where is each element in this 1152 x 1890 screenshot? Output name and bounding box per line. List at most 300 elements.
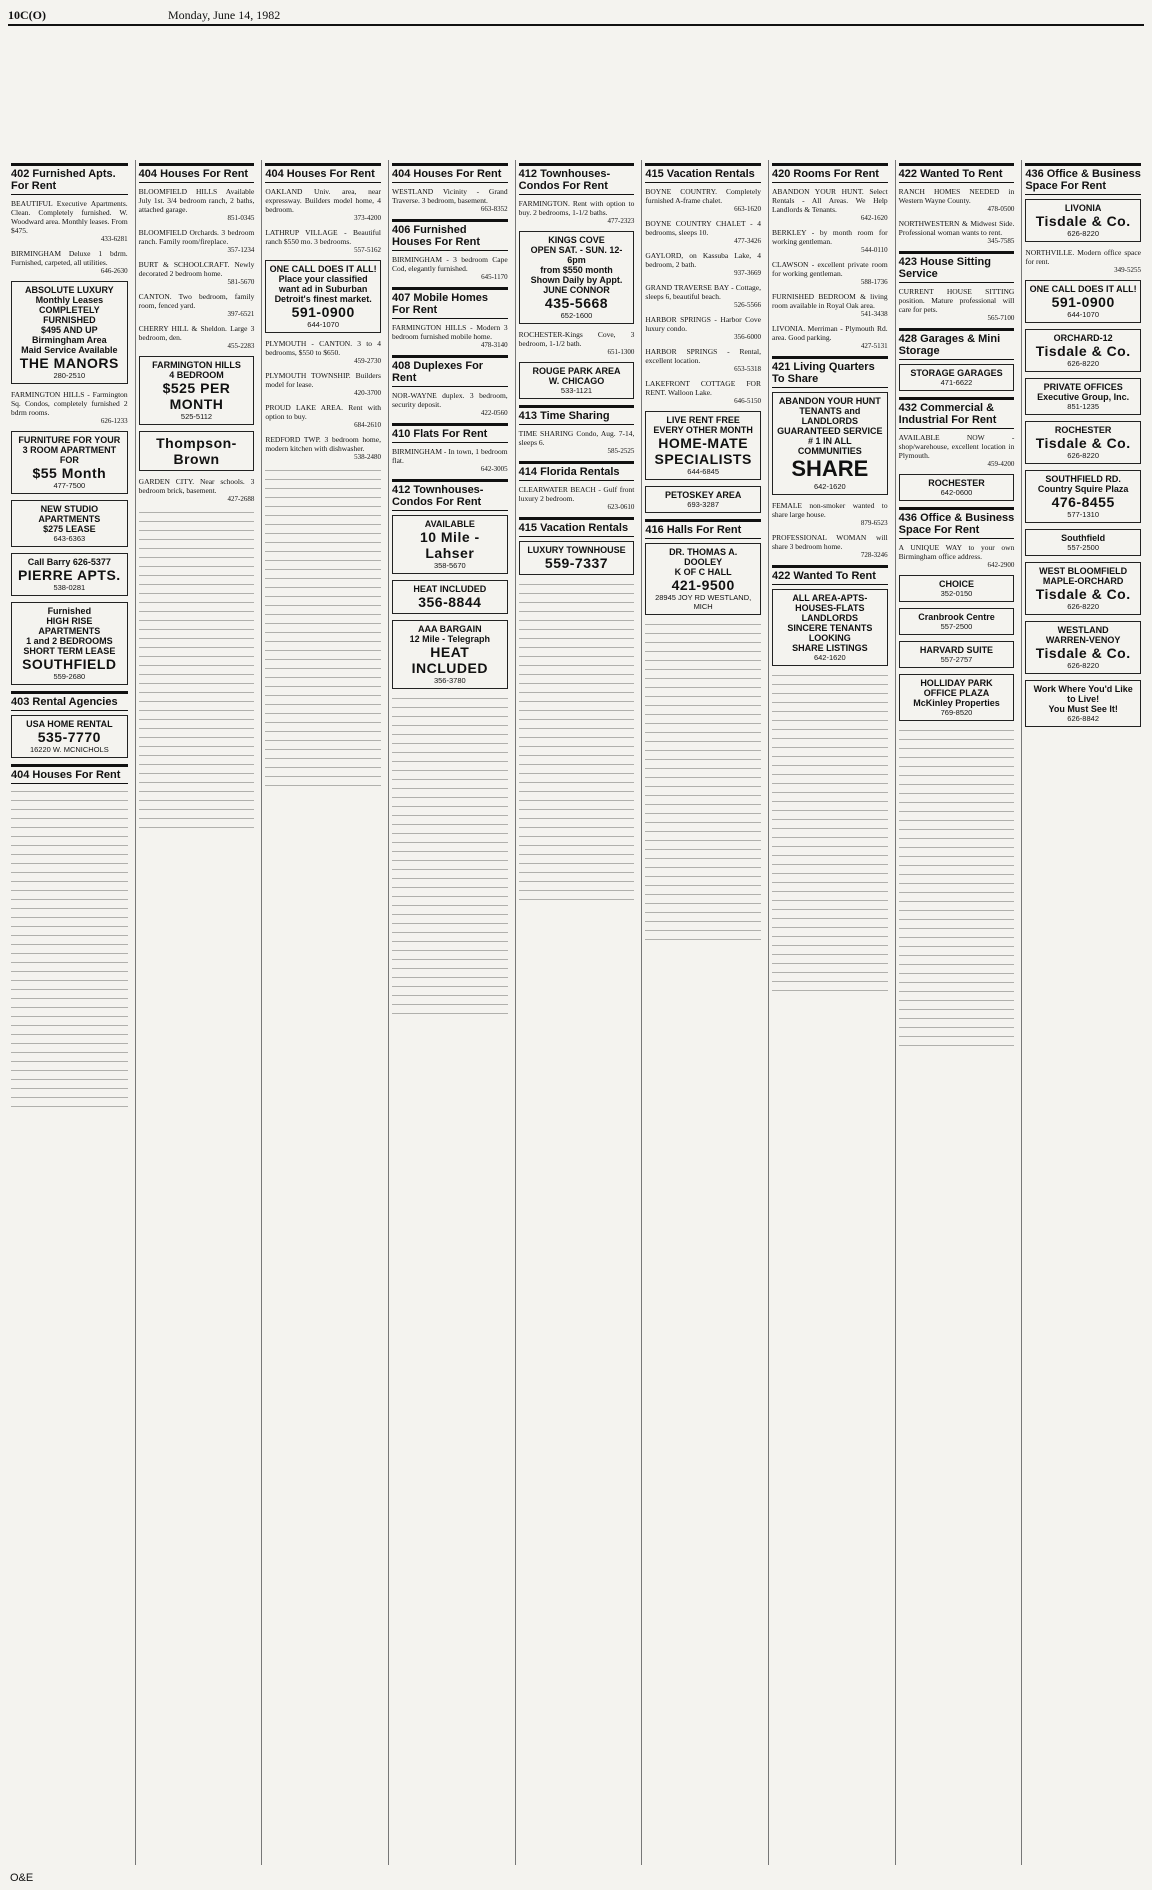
display-ad-phone: 557-2500	[1067, 543, 1099, 552]
display-ad-line: NEW STUDIO APARTMENTS	[38, 504, 101, 524]
footer-mark: O&E	[10, 1872, 34, 1884]
classified-ad	[772, 324, 888, 351]
display-ad-headline: 591-0900	[291, 304, 355, 320]
display-ad-line: Cranbrook Centre	[918, 612, 995, 622]
display-ad-phone: 538-0281	[53, 583, 86, 592]
ad-phone: 937-3669	[734, 269, 761, 277]
display-ad	[1025, 329, 1141, 372]
classified-ad	[899, 219, 1015, 246]
display-ad-line: MAPLE-ORCHARD	[1042, 576, 1124, 586]
dense-classified-text	[772, 672, 888, 992]
display-ad	[772, 589, 888, 666]
ad-phone: 642-2900	[987, 561, 1015, 569]
display-ad-phone: 626-8220	[1067, 451, 1099, 460]
display-ad-phone: 652-1600	[560, 311, 593, 320]
display-ad	[772, 392, 888, 495]
classified-ad	[139, 187, 255, 223]
display-ad-phone: 626-8220	[1067, 229, 1099, 238]
column-3	[261, 160, 384, 1865]
display-ad	[645, 486, 761, 513]
display-ad-line: K OF C HALL	[674, 567, 732, 577]
dense-classified-text	[392, 695, 508, 1015]
ad-text: CLEARWATER BEACH - Gulf front luxury 2 bedroom.	[518, 485, 635, 503]
display-ad-phone: 356-3780	[433, 676, 466, 685]
display-ad	[1025, 529, 1141, 556]
classified-ad	[519, 330, 635, 357]
section-heading: 406 Furnished Houses For Rent	[392, 219, 508, 251]
display-ad-headline: Thompson-Brown	[156, 435, 237, 467]
display-ad	[519, 362, 635, 399]
section-heading: 415 Vacation Rentals	[519, 517, 635, 537]
ad-text: GRAND TRAVERSE BAY - Cottage, sleeps 6, beautiful beach.	[645, 283, 761, 301]
classified-ad	[899, 543, 1015, 570]
ad-text: AVAILABLE NOW - shop/warehouse, excellent location in Plymouth.	[898, 433, 1015, 460]
section-heading: 436 Office & Business Space For Rent	[1025, 163, 1141, 195]
classified-ad	[139, 477, 255, 504]
ad-phone: 538-2480	[354, 453, 381, 461]
display-ad-line: WARREN-VENOY	[1045, 635, 1121, 645]
ad-phone: 585-2525	[607, 447, 635, 455]
display-ad-line: HIGH RISE APARTMENTS	[38, 616, 101, 636]
section-heading: 415 Vacation Rentals	[645, 163, 761, 183]
ad-phone: 651-1300	[607, 348, 635, 356]
ad-phone: 455-2283	[227, 342, 255, 350]
display-ad-line: LIVONIA	[1064, 203, 1102, 213]
display-ad-line: You Must See It!	[1048, 704, 1118, 714]
display-ad-phone: 477-7500	[53, 481, 86, 490]
classified-ad	[11, 199, 128, 244]
ad-phone: 728-3246	[860, 551, 888, 559]
ad-text: PROFESSIONAL WOMAN will share 3 bedroom home.	[771, 533, 888, 551]
display-ad-headline: 559-7337	[544, 555, 609, 571]
ad-phone: 420-3700	[354, 389, 381, 397]
display-ad-phone: 693-3287	[687, 500, 719, 509]
ad-phone: 477-3426	[734, 237, 761, 245]
display-ad-phone: 642-1620	[813, 653, 846, 662]
display-ad-line: W. CHICAGO	[548, 376, 605, 386]
section-heading: 403 Rental Agencies	[11, 691, 128, 711]
display-ad	[519, 231, 635, 324]
classified-ad	[645, 251, 761, 278]
classified-ad	[645, 347, 761, 374]
ad-phone: 646-5150	[734, 397, 761, 405]
display-ad-headline: 535-7770	[37, 729, 101, 745]
ad-phone: 459-2730	[354, 357, 381, 365]
ad-text: FEMALE non-smoker wanted to share large house.	[771, 501, 888, 519]
column-5	[515, 160, 638, 1865]
column-1	[8, 160, 131, 1865]
display-ad-line: Work Where You'd Like to Live!	[1033, 684, 1133, 704]
classified-ad	[265, 403, 381, 430]
ad-text: NORTHWESTERN & Midwest Side. Professional woman wants to rent.	[898, 219, 1015, 237]
ad-phone: 642-3005	[480, 465, 508, 473]
display-ad-phone: 626-8220	[1067, 661, 1099, 670]
ad-text: NORTHVILLE. Modern office space for rent.	[1025, 248, 1141, 266]
display-ad-line: AVAILABLE	[424, 519, 475, 529]
classified-ad	[899, 433, 1015, 469]
ad-phone: 684-2610	[354, 421, 381, 429]
display-ad-headline: Tisdale & Co.	[1035, 645, 1131, 661]
column-8	[895, 160, 1018, 1865]
display-ad	[265, 260, 381, 333]
classified-ad	[11, 249, 128, 276]
display-ad	[11, 602, 128, 685]
ad-text: A UNIQUE WAY to your own Birmingham office address.	[898, 543, 1015, 561]
display-ad	[645, 411, 761, 480]
display-ad-line: Country Squire Plaza	[1037, 484, 1129, 494]
display-ad-headline: HEAT INCLUDED	[411, 644, 488, 676]
ad-phone: 565-7100	[987, 314, 1015, 322]
classified-ad	[519, 199, 635, 226]
display-ad-phone: 28945 JOY RD WESTLAND, MICH	[655, 593, 752, 611]
display-ad-headline: 421-9500	[671, 577, 735, 593]
section-heading: 404 Houses For Rent	[392, 163, 508, 183]
classified-ad	[392, 187, 508, 214]
ad-text: CHERRY HILL & Sheldon. Large 3 bedroom, den.	[138, 324, 255, 342]
display-ad-phone: 471-6622	[940, 378, 973, 387]
display-ad-phone: 644-6845	[687, 467, 719, 476]
display-ad-line: SHORT TERM LEASE	[23, 646, 116, 656]
ad-text: PLYMOUTH TOWNSHIP. Builders model for lease.	[265, 371, 381, 389]
display-ad-phone: 626-8220	[1067, 359, 1099, 368]
dense-classified-text	[899, 727, 1015, 1047]
section-heading: 428 Garages & Mini Storage	[899, 328, 1015, 360]
classified-ad	[139, 292, 255, 319]
ad-text: PLYMOUTH - CANTON. 3 to 4 bedrooms, $550 to $650.	[265, 339, 381, 357]
ad-phone: 357-1234	[227, 246, 255, 254]
display-ad-line: ONE CALL DOES IT ALL!	[1029, 284, 1137, 294]
display-ad	[519, 541, 635, 575]
display-ad-line: KINGS COVE	[548, 235, 605, 245]
ad-text: GAYLORD, on Kassuba Lake, 4 bedroom, 2 bath.	[645, 251, 761, 269]
ad-text: PROUD LAKE AREA. Rent with option to buy.	[265, 403, 381, 421]
column-6	[641, 160, 764, 1865]
ad-text: BEAUTIFUL Executive Apartments. Clean. Completely furnished. W. Woodward area. Monthly leases. From $475.	[11, 199, 128, 235]
section-heading: 404 Houses For Rent	[265, 163, 381, 183]
ad-text: BLOOMFIELD Orchards. 3 bedroom ranch. Family room/fireplace.	[138, 228, 255, 246]
display-ad-headline: THE MANORS	[19, 355, 119, 371]
display-ad	[1025, 378, 1141, 415]
display-ad-line: WEST BLOOMFIELD	[1039, 566, 1128, 576]
ad-phone: 349-5255	[1114, 266, 1141, 274]
display-ad	[899, 674, 1015, 721]
display-ad-line: SOUTHFIELD RD.	[1045, 474, 1121, 484]
section-heading: 404 Houses For Rent	[139, 163, 255, 183]
display-ad-line: PETOSKEY AREA	[664, 490, 742, 500]
display-ad	[899, 608, 1015, 635]
display-ad	[11, 281, 128, 384]
display-ad-phone: 533-1121	[560, 386, 593, 395]
classified-ad	[772, 501, 888, 528]
display-ad-phone: 769-8520	[940, 708, 973, 717]
ad-text: BURT & SCHOOLCRAFT. Newly decorated 2 bedroom home.	[138, 260, 255, 278]
ad-text: BIRMINGHAM - 3 bedroom Cape Cod, elegantly furnished.	[391, 255, 508, 273]
section-heading: 408 Duplexes For Rent	[392, 355, 508, 387]
classified-ad	[265, 371, 381, 398]
ad-phone: 526-5566	[734, 301, 761, 309]
classified-columns	[8, 160, 1144, 1865]
ad-phone: 544-0110	[861, 246, 888, 254]
ad-text: LIVONIA. Merriman - Plymouth Rd. area. Good parking.	[771, 324, 888, 342]
display-ad-headline: Tisdale & Co.	[1035, 435, 1131, 451]
display-ad-line: WESTLAND	[1057, 625, 1109, 635]
display-ad-phone: 642-0600	[940, 488, 973, 497]
display-ad-phone: 626-8220	[1067, 602, 1099, 611]
section-heading: 407 Mobile Homes For Rent	[392, 287, 508, 319]
section-heading: 416 Halls For Rent	[645, 519, 761, 539]
ad-text: FURNISHED BEDROOM & living room available in Royal Oak area.	[771, 292, 888, 310]
ad-text: BIRMINGHAM Deluxe 1 bdrm. Furnished, carpeted, all utilities.	[11, 249, 128, 267]
ad-text: FARMINGTON HILLS - Modern 3 bedroom furnished mobile home.	[391, 323, 508, 341]
ad-text: BOYNE COUNTRY CHALET - 4 bedrooms, sleeps 10.	[645, 219, 761, 237]
dense-classified-text	[139, 509, 255, 829]
ad-phone: 397-6521	[227, 310, 255, 318]
ad-phone: 373-4200	[354, 214, 381, 222]
display-ad-phone: 358-5670	[433, 561, 466, 570]
page-date: Monday, June 14, 1982	[168, 8, 281, 22]
display-ad	[139, 356, 255, 425]
dense-classified-text	[519, 581, 635, 901]
ad-phone: 557-5162	[354, 246, 381, 254]
classified-ad	[392, 447, 508, 474]
ad-text: CANTON. Two bedroom, family room, fenced yard.	[138, 292, 255, 310]
section-heading: 412 Townhouses-Condos For Rent	[392, 479, 508, 511]
display-ad-line: $495 AND UP	[40, 325, 98, 335]
display-ad-line: Monthly Leases	[35, 295, 104, 305]
display-ad-headline: $55 Month	[32, 465, 107, 481]
display-ad-headline: 10 Mile - Lahser	[419, 529, 480, 561]
display-ad-phone: 643-6363	[53, 534, 86, 543]
display-ad-phone: 559-2680	[53, 672, 86, 681]
classified-ad	[392, 255, 508, 282]
ad-text: ABANDON YOUR HUNT. Select Rentals - All Areas. We Help Landlords & Tenants.	[771, 187, 888, 214]
display-ad-headline: Tisdale & Co.	[1035, 586, 1131, 602]
display-ad-headline: 356-8844	[418, 594, 482, 610]
display-ad-line: ABANDON YOUR HUNT	[778, 396, 881, 406]
section-heading: 402 Furnished Apts. For Rent	[11, 163, 128, 195]
section-heading: 414 Florida Rentals	[519, 461, 635, 481]
display-ad-line: # 1 IN ALL COMMUNITIES	[797, 436, 862, 456]
ad-phone: 626-1233	[100, 417, 128, 425]
display-ad-line: Executive Group, Inc.	[1037, 392, 1130, 402]
display-ad	[1025, 470, 1141, 523]
display-ad-headline: SHARE	[791, 456, 869, 481]
classified-ad	[772, 292, 888, 319]
display-ad-headline: Tisdale & Co.	[1035, 343, 1131, 359]
column-7	[768, 160, 891, 1865]
display-ad-line: LANDLORDS	[801, 613, 859, 623]
ad-phone: 851-0345	[227, 214, 255, 222]
display-ad-phone: 644-1070	[307, 320, 339, 329]
display-ad-line: Maid Service Available	[21, 345, 118, 355]
page-number: 10C(O)	[8, 8, 46, 22]
ad-phone: 646-2630	[100, 267, 128, 275]
classified-ad	[645, 187, 761, 214]
display-ad-line: Call Barry 626-5377	[27, 557, 111, 567]
display-ad-line: STORAGE GARAGES	[910, 368, 1003, 378]
classified-ad	[772, 228, 888, 255]
display-ad	[11, 431, 128, 494]
display-ad-headline: 435-5668	[544, 295, 609, 311]
classified-ad	[772, 260, 888, 287]
ad-text: BOYNE COUNTRY. Completely furnished A-frame chalet.	[645, 187, 761, 205]
display-ad-line: LUXURY TOWNHOUSE	[527, 545, 626, 555]
ad-text: HARBOR SPRINGS - Rental, excellent location.	[645, 347, 761, 365]
display-ad-line: ROCHESTER	[928, 478, 985, 488]
ad-text: LATHRUP VILLAGE - Beautiful ranch $550 mo. 3 bedrooms.	[265, 228, 381, 246]
classified-ad	[11, 390, 128, 426]
display-ad-line: ROCHESTER	[1054, 425, 1112, 435]
ad-phone: 541-3438	[860, 310, 888, 318]
section-heading: 420 Rooms For Rent	[772, 163, 888, 183]
classified-ad	[645, 379, 761, 406]
display-ad-line: SINCERE TENANTS LOOKING	[787, 623, 873, 643]
classified-ad	[645, 315, 761, 342]
display-ad	[1025, 280, 1141, 323]
classified-ad	[772, 187, 888, 223]
display-ad-line: JUNE CONNOR	[543, 285, 610, 295]
ad-phone: 623-0610	[607, 503, 635, 511]
display-ad	[899, 474, 1015, 501]
display-ad-headline: 591-0900	[1051, 294, 1115, 310]
ad-phone: 427-2688	[227, 495, 255, 503]
classified-ad	[392, 323, 508, 350]
display-ad-line: HARVARD SUITE	[919, 645, 994, 655]
ad-phone: 879-6523	[860, 519, 888, 527]
ad-phone: 653-5318	[734, 365, 761, 373]
display-ad	[392, 620, 508, 689]
display-ad-line: FURNITURE FOR YOUR 3 ROOM APARTMENT FOR	[18, 435, 121, 465]
display-ad	[1025, 680, 1141, 727]
ad-text: NOR-WAYNE duplex. 3 bedroom, security deposit.	[391, 391, 508, 409]
display-ad-line: ABSOLUTE LUXURY	[24, 285, 114, 295]
section-heading: 422 Wanted To Rent	[899, 163, 1015, 183]
ad-phone: 642-1620	[860, 214, 888, 222]
display-ad	[645, 543, 761, 615]
ad-phone: 588-1736	[860, 278, 888, 286]
ad-phone: 477-2323	[607, 217, 635, 225]
ad-text: TIME SHARING Condo, Aug. 7-14, sleeps 6.	[518, 429, 635, 447]
display-ad-line: OPEN SAT. - SUN. 12-6pm	[530, 245, 623, 265]
section-heading: 410 Flats For Rent	[392, 423, 508, 443]
classified-ad	[1025, 248, 1141, 275]
section-heading: 436 Office & Business Space For Rent	[899, 507, 1015, 539]
masthead	[8, 6, 1144, 28]
display-ad-headline: Tisdale & Co.	[1035, 213, 1131, 229]
display-ad-line: COMPLETELY FURNISHED	[38, 305, 100, 325]
display-ad-line: PRIVATE OFFICES	[1043, 382, 1123, 392]
display-ad	[1025, 562, 1141, 615]
display-ad	[392, 515, 508, 574]
ad-text: REDFORD TWP. 3 bedroom home, modern kitchen with dishwasher.	[265, 435, 381, 453]
dense-classified-text	[645, 621, 761, 941]
ad-text: FARMINGTON HILLS - Farmington Sq. Condos, completely furnished 2 bdrm rooms.	[11, 390, 128, 417]
ad-text: ROCHESTER-Kings Cove, 3 bedroom, 1-1/2 bath.	[518, 330, 635, 348]
display-ad-line: Furnished	[47, 606, 92, 616]
display-ad-line: SHARE LISTINGS	[792, 643, 868, 653]
ad-phone: 433-6281	[100, 235, 128, 243]
display-ad-phone: 16220 W. MCNICHOLS	[29, 745, 109, 754]
section-heading: 421 Living Quarters To Share	[772, 356, 888, 388]
display-ad-line: McKinley Properties	[913, 698, 1000, 708]
display-ad-line: Place your classified want ad in Suburban Detroit's finest market.	[274, 274, 372, 304]
display-ad-phone: 557-2500	[940, 622, 973, 631]
ad-phone: 356-6000	[734, 333, 761, 341]
ad-phone: 345-7585	[987, 237, 1015, 245]
display-ad	[1025, 421, 1141, 464]
classified-ad	[645, 283, 761, 310]
classified-ad	[519, 485, 635, 512]
ad-phone: 645-1170	[481, 273, 508, 281]
section-heading: 404 Houses For Rent	[11, 764, 128, 784]
display-ad	[1025, 621, 1141, 674]
classified-ad	[392, 391, 508, 418]
display-ad	[899, 364, 1015, 391]
display-ad-phone: 280-2510	[53, 371, 86, 380]
classified-ad	[772, 533, 888, 560]
ad-text: WESTLAND Vicinity - Grand Traverse. 3 bedroom, basement.	[391, 187, 508, 205]
display-ad	[139, 431, 255, 471]
classified-ad	[519, 429, 635, 456]
section-heading: 413 Time Sharing	[519, 405, 635, 425]
section-heading: 423 House Sitting Service	[899, 251, 1015, 283]
ad-phone: 422-0560	[480, 409, 508, 417]
ad-phone: 459-4200	[987, 460, 1015, 468]
classified-ad	[265, 228, 381, 255]
ad-text: CURRENT HOUSE SITTING position. Mature professional will care for pets.	[898, 287, 1015, 314]
display-ad	[1025, 199, 1141, 242]
classified-ad	[645, 219, 761, 246]
display-ad-phone: 557-2757	[940, 655, 973, 664]
ad-text: RANCH HOMES NEEDED in Western Wayne County.	[898, 187, 1015, 205]
display-ad-line: Shown Daily by Appt.	[530, 275, 623, 285]
section-heading: 432 Commercial & Industrial For Rent	[899, 397, 1015, 429]
display-ad-headline: $525 PER MONTH	[162, 380, 231, 412]
display-ad-phone: 626-8842	[1067, 714, 1099, 723]
display-ad-line: EVERY OTHER MONTH	[653, 425, 753, 435]
section-heading: 412 Townhouses-Condos For Rent	[519, 163, 635, 195]
classified-ad	[265, 187, 381, 223]
display-ad	[11, 715, 128, 758]
ad-phone: 478-0500	[987, 205, 1015, 213]
display-ad-phone: 577-1310	[1067, 510, 1099, 519]
dense-classified-text	[265, 467, 381, 787]
display-ad-phone: 642-1620	[813, 482, 846, 491]
ad-text: CLAWSON - excellent private room for working gentleman.	[771, 260, 888, 278]
display-ad	[899, 641, 1015, 668]
classified-ad	[139, 260, 255, 287]
display-ad-phone: 352-0150	[940, 589, 973, 598]
display-ad-phone: 851-1235	[1067, 402, 1099, 411]
column-4	[388, 160, 511, 1865]
display-ad-line: CHOICE	[938, 579, 974, 589]
ad-text: BIRMINGHAM - In town, 1 bedroom flat.	[391, 447, 508, 465]
display-ad-line: FARMINGTON HILLS	[152, 360, 241, 370]
ad-text: GARDEN CITY. Near schools. 3 bedroom brick, basement.	[138, 477, 255, 495]
display-ad	[11, 500, 128, 547]
display-ad-headline: HOME-MATE SPECIALISTS	[654, 435, 752, 467]
display-ad-line: ORCHARD-12	[1053, 333, 1113, 343]
display-ad-line: 1 and 2 BEDROOMS	[26, 636, 113, 646]
dense-classified-text	[11, 788, 128, 1108]
ad-phone: 663-1620	[734, 205, 761, 213]
display-ad-headline: 476-8455	[1051, 494, 1115, 510]
ad-phone: 478-3140	[480, 341, 508, 349]
ad-text: FARMINGTON. Rent with option to buy. 2 bedrooms, 1-1/2 baths.	[518, 199, 635, 217]
classified-ad	[139, 228, 255, 255]
display-ad-line: ROUGE PARK AREA	[532, 366, 621, 376]
ad-text: BERKLEY - by month room for working gentleman.	[771, 228, 888, 246]
